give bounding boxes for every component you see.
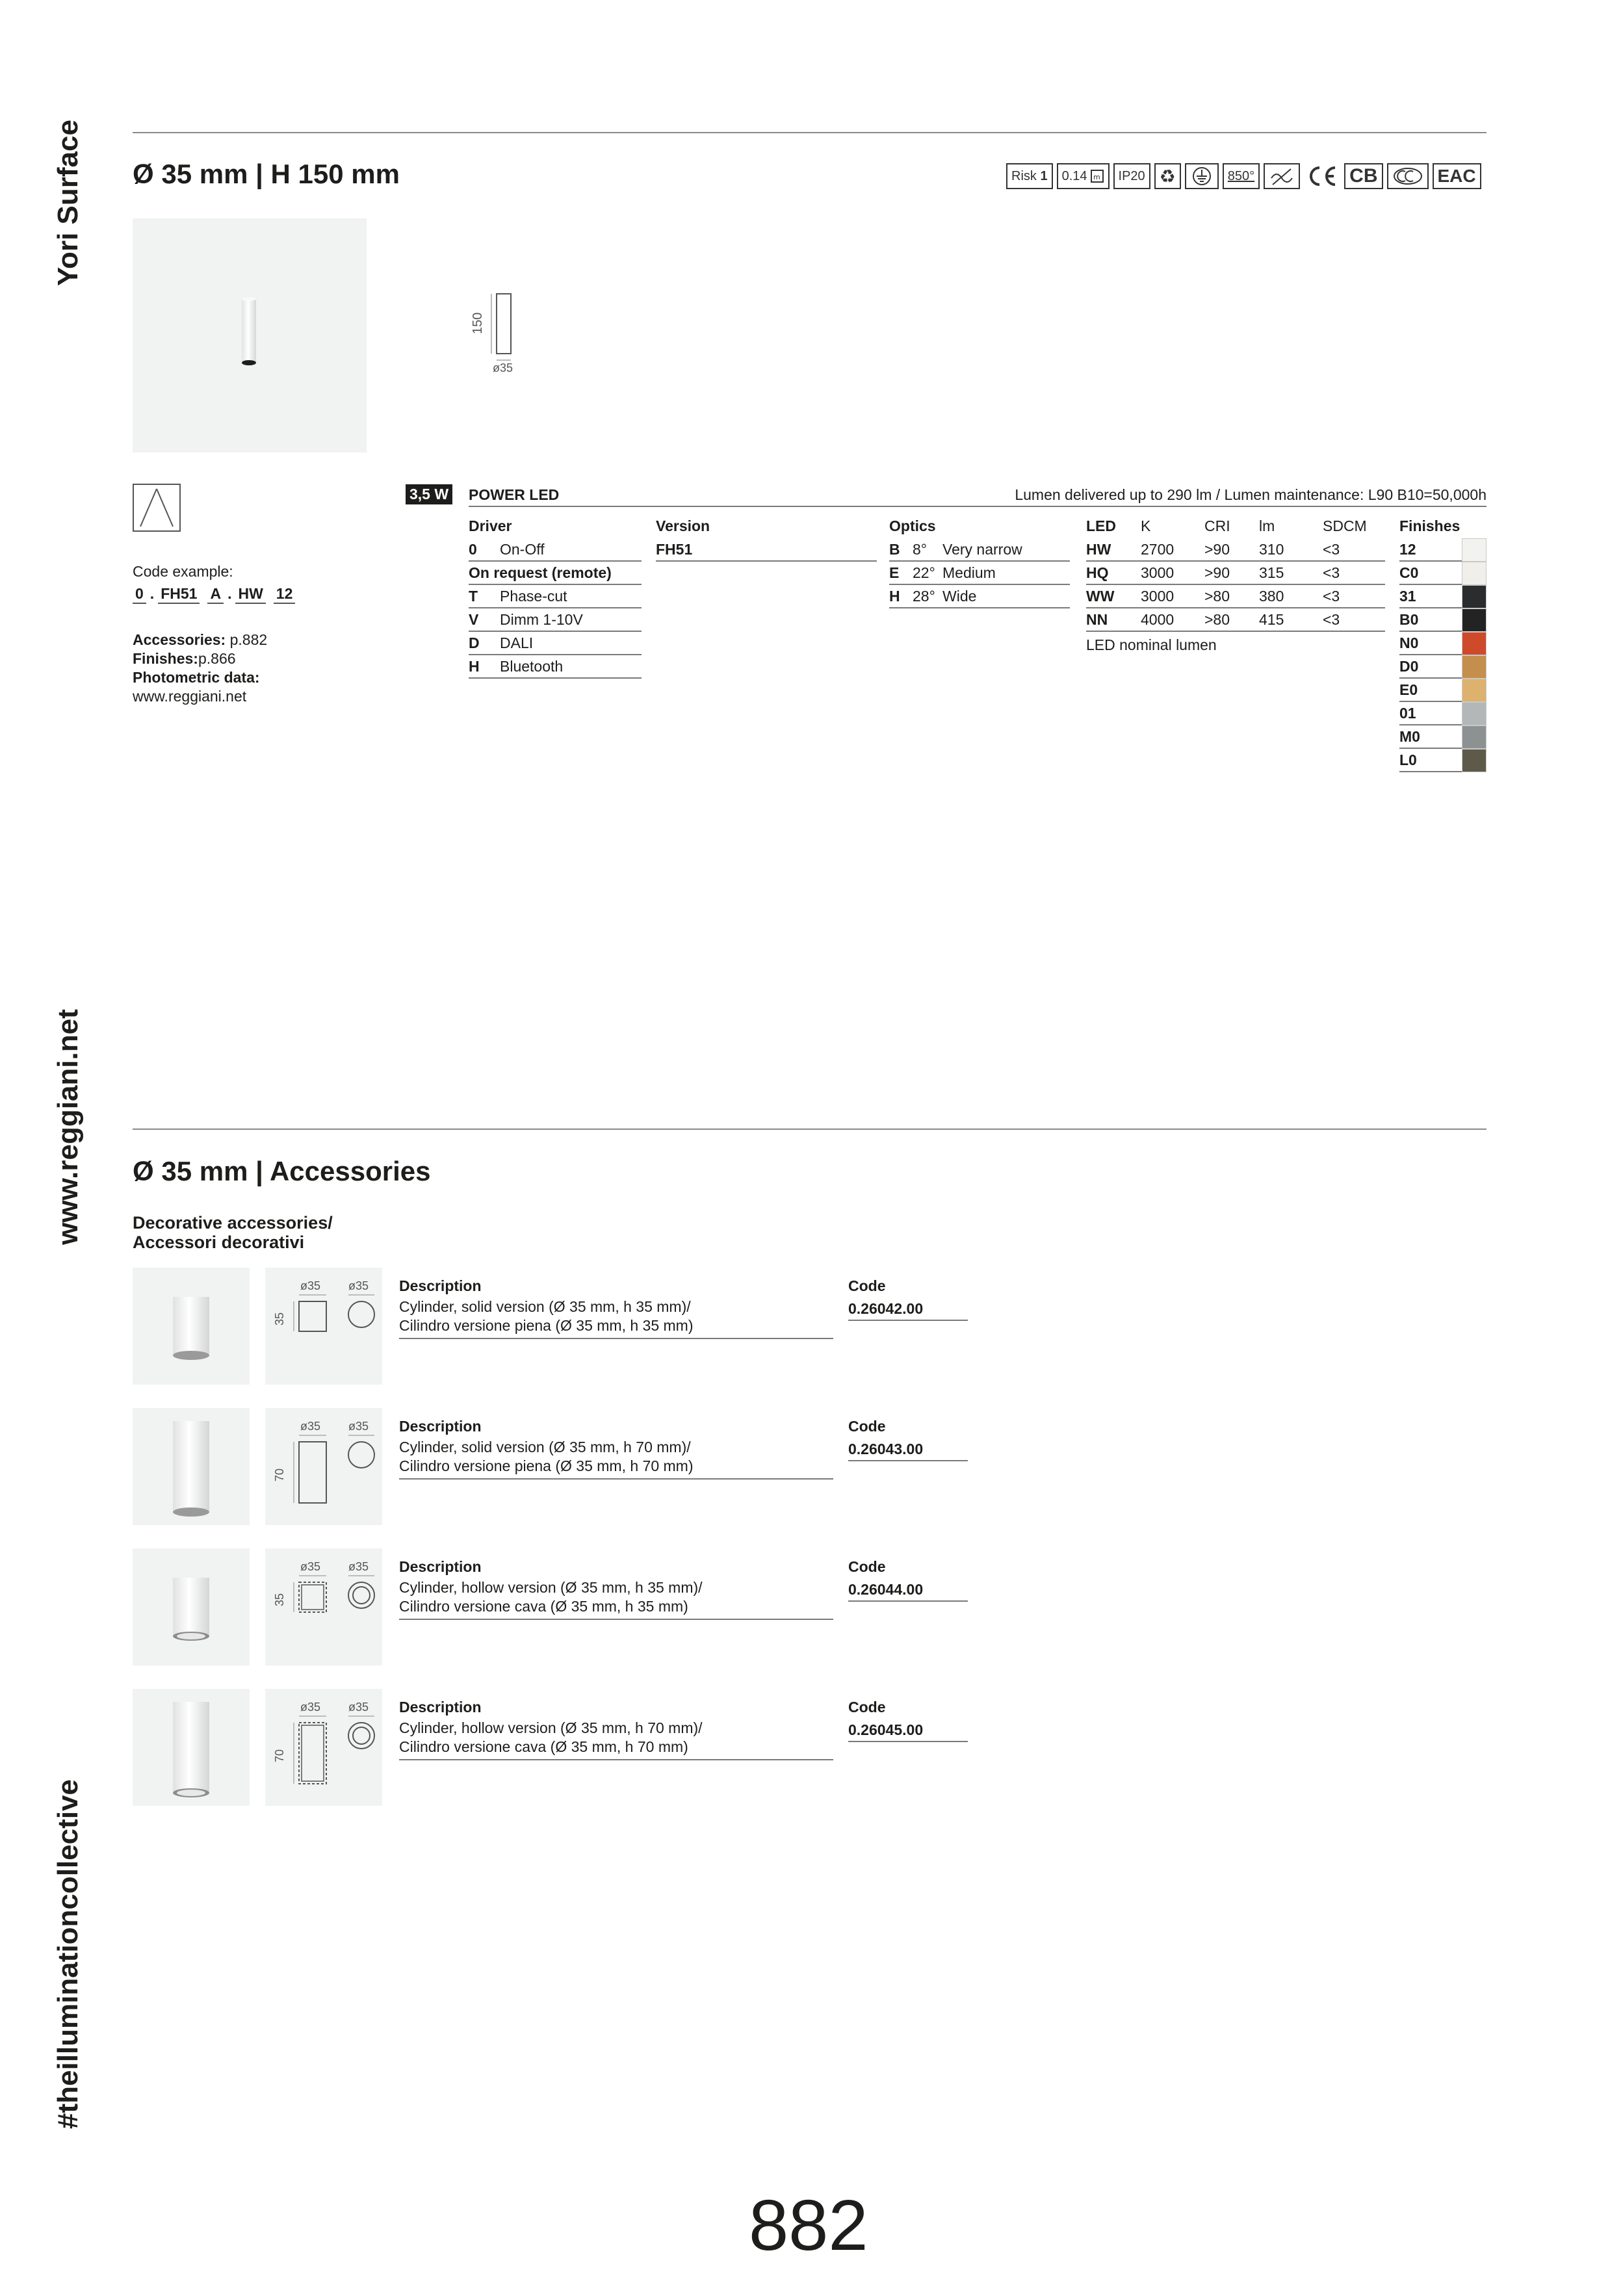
finish-code: 12 [1399, 540, 1416, 558]
finish-swatch [1462, 749, 1487, 772]
description-line2: Cilindro versione cava (Ø 35 mm, h 35 mm) [399, 1598, 688, 1615]
accessories-page-link[interactable]: p.882 [229, 631, 268, 648]
version-header: Version [656, 517, 710, 534]
code-spacer [266, 585, 274, 604]
optics-row [889, 562, 1070, 585]
certification-strip [1006, 163, 1481, 189]
accessory-code [848, 1274, 968, 1321]
accessories-subtitle [133, 1213, 333, 1252]
driver-label: Phase-cut [500, 587, 567, 605]
no-insulation-icon [1264, 163, 1300, 189]
ce-mark-icon [1304, 163, 1340, 189]
led-k: 4000 [1141, 610, 1175, 628]
optics-code: B [889, 540, 900, 558]
finishes-header: Finishes [1399, 517, 1461, 534]
side-website[interactable]: www.reggiani.net [52, 1009, 84, 1245]
optics-angle: 8° [913, 540, 927, 558]
led-code: HW [1086, 540, 1111, 558]
driver-row [469, 608, 642, 632]
description-line1: Cylinder, solid version (Ø 35 mm, h 70 mm)/ [399, 1439, 691, 1455]
accessory-image [133, 1408, 250, 1525]
driver-row [469, 632, 642, 655]
driver-code: D [469, 634, 480, 651]
version-row [656, 538, 877, 562]
code-example-label: Code example: [133, 563, 233, 580]
power-badge: 3,5 W [406, 484, 452, 504]
optics-angle: 22° [913, 564, 935, 581]
led-row [1086, 585, 1385, 608]
accessory-description [399, 1415, 833, 1480]
finish-swatch [1462, 655, 1487, 679]
led-sdcm: <3 [1323, 540, 1340, 558]
led-row [1086, 562, 1385, 585]
m-value-badge [1057, 163, 1110, 189]
finish-swatch [1462, 585, 1487, 608]
finishes-table [1399, 514, 1487, 772]
finishes-label: Finishes: [133, 650, 198, 667]
led-note: LED nominal lumen [1086, 636, 1217, 653]
risk-value: 1 [1040, 168, 1048, 183]
optics-code: E [889, 564, 900, 581]
accessory-drawing-dia-top: ø35 [348, 1420, 369, 1433]
accessory-drawing-height: 70 [273, 1749, 286, 1762]
accessory-code-value: 0.26042.00 [848, 1298, 968, 1321]
led-cri: >90 [1204, 540, 1230, 558]
code-part-driver: 0 [133, 585, 146, 604]
product-title: Ø 35 mm | H 150 mm [133, 159, 400, 189]
code-part-optic: A [207, 585, 224, 604]
product-links [133, 631, 267, 706]
accessory-code-value: 0.26044.00 [848, 1578, 968, 1602]
accessory-drawing-dia-front: ø35 [300, 1279, 321, 1292]
code-part-version: FH51 [158, 585, 200, 604]
ip-badge: IP20 [1113, 163, 1150, 189]
led-table [1086, 514, 1385, 658]
side-product-name: Yori Surface [52, 120, 84, 286]
driver-code: V [469, 610, 479, 628]
driver-label: On-Off [500, 540, 545, 558]
driver-row [469, 538, 642, 562]
driver-code: 0 [469, 540, 477, 558]
finish-row [1399, 702, 1487, 725]
description-line1: Cylinder, hollow version (Ø 35 mm, h 35 mm)/ [399, 1579, 703, 1596]
m-icon [1090, 168, 1104, 184]
led-lm: 310 [1259, 540, 1284, 558]
optics-row [889, 538, 1070, 562]
power-rule [469, 506, 1487, 507]
finish-row [1399, 725, 1487, 749]
finish-row [1399, 562, 1487, 585]
description-header: Description [399, 1417, 482, 1435]
led-header-row [1086, 514, 1385, 538]
accessory-code [848, 1695, 968, 1742]
accessory-drawing-height: 35 [273, 1312, 286, 1325]
finish-code: D0 [1399, 657, 1419, 675]
accessory-drawing-dia-top: ø35 [348, 1701, 369, 1714]
led-cri: >80 [1204, 587, 1230, 605]
optics-label: Very narrow [942, 540, 1022, 558]
description-line1: Cylinder, hollow version (Ø 35 mm, h 70 mm)/ [399, 1719, 703, 1736]
page-number: 882 [749, 2185, 868, 2265]
product-image [133, 218, 367, 452]
optics-code: H [889, 587, 900, 605]
finish-code: L0 [1399, 751, 1417, 768]
code-header: Code [848, 1558, 886, 1575]
technical-drawing [467, 289, 519, 386]
code-part-finish: 12 [274, 585, 296, 604]
code-dot: . [227, 585, 232, 602]
beam-angle-icon [133, 484, 181, 535]
finish-swatch [1462, 562, 1487, 585]
code-header: Code [848, 1417, 886, 1435]
code-header: Code [848, 1277, 886, 1294]
finish-row [1399, 679, 1487, 702]
finish-code: N0 [1399, 634, 1419, 651]
optics-angle: 28° [913, 587, 935, 605]
accessory-image [133, 1548, 250, 1665]
driver-code: T [469, 587, 478, 605]
description-header: Description [399, 1558, 482, 1575]
led-k: 3000 [1141, 587, 1175, 605]
version-code: FH51 [656, 540, 693, 558]
power-title: POWER LED [469, 486, 560, 503]
code-spacer [200, 585, 207, 604]
led-header: LED [1086, 517, 1116, 534]
finish-swatch [1462, 725, 1487, 749]
finish-code: B0 [1399, 610, 1419, 628]
driver-code: H [469, 657, 480, 675]
sdcm-header: SDCM [1323, 517, 1367, 534]
finish-row [1399, 655, 1487, 679]
code-part-led: HW [235, 585, 265, 604]
product-lamp-render [133, 218, 367, 452]
drawing-diameter-label: ø35 [493, 361, 513, 374]
finish-swatch [1462, 632, 1487, 655]
led-row [1086, 608, 1385, 632]
k-header: K [1141, 517, 1151, 534]
accessory-drawing-dia-front: ø35 [300, 1560, 321, 1573]
led-sdcm: <3 [1323, 564, 1340, 581]
led-k: 2700 [1141, 540, 1175, 558]
code-header: Code [848, 1698, 886, 1715]
eac-badge: EAC [1433, 163, 1481, 189]
optics-header: Optics [889, 517, 936, 534]
drawing-height-label: 150 [471, 312, 485, 334]
photometric-link[interactable]: www.reggiani.net [133, 688, 247, 705]
driver-table [469, 514, 642, 679]
side-hashtag: #theilluminationcollective [52, 1779, 84, 2129]
finish-code: 31 [1399, 587, 1416, 605]
recycle-icon: ♻ [1154, 163, 1181, 189]
finish-swatch [1462, 702, 1487, 725]
accessory-drawing [265, 1548, 382, 1665]
finishes-page-link[interactable]: p.866 [198, 650, 236, 667]
code-dot: . [149, 585, 155, 602]
lm-header: lm [1259, 517, 1275, 534]
driver-row [469, 655, 642, 679]
description-line2: Cilindro versione piena (Ø 35 mm, h 70 mm) [399, 1457, 694, 1474]
driver-header: Driver [469, 517, 512, 534]
accessory-drawing-height: 35 [273, 1593, 286, 1606]
accessory-description [399, 1555, 833, 1620]
risk-badge [1006, 163, 1053, 189]
finish-swatch [1462, 538, 1487, 562]
accessory-drawing-dia-front: ø35 [300, 1701, 321, 1714]
code-example [133, 585, 295, 604]
finishes-rows [1399, 538, 1487, 772]
accessory-drawing-dia-top: ø35 [348, 1560, 369, 1573]
optics-label: Medium [942, 564, 996, 581]
m-value: 0.14 [1061, 168, 1087, 183]
risk-label: Risk [1011, 168, 1037, 183]
led-k: 3000 [1141, 564, 1175, 581]
accessory-drawing-dia-front: ø35 [300, 1420, 321, 1433]
led-lm: 415 [1259, 610, 1284, 628]
optics-row [889, 585, 1070, 608]
led-cri: >80 [1204, 610, 1230, 628]
accessory-drawing-dia-top: ø35 [348, 1279, 369, 1292]
cb-badge: CB [1344, 163, 1383, 189]
description-line1: Cylinder, solid version (Ø 35 mm, h 35 mm)/ [399, 1298, 691, 1315]
accessories-title: Ø 35 mm | Accessories [133, 1156, 431, 1186]
led-code: NN [1086, 610, 1108, 628]
accessories-rule [133, 1128, 1487, 1130]
led-cri: >90 [1204, 564, 1230, 581]
photometric-label: Photometric data: [133, 669, 260, 686]
accessory-drawing-height: 70 [273, 1468, 286, 1481]
accessory-image [133, 1268, 250, 1385]
cri-header: CRI [1204, 517, 1230, 534]
led-row [1086, 538, 1385, 562]
accessory-code-value: 0.26043.00 [848, 1438, 968, 1461]
accessories-subtitle-line2: Accessori decorativi [133, 1233, 305, 1252]
driver-label: Dimm 1-10V [500, 610, 583, 628]
description-header: Description [399, 1277, 482, 1294]
finish-code: 01 [1399, 704, 1416, 722]
finish-swatch [1462, 608, 1487, 632]
optics-label: Wide [942, 587, 977, 605]
driver-label: DALI [500, 634, 534, 651]
finish-code: M0 [1399, 727, 1420, 745]
led-code: HQ [1086, 564, 1109, 581]
accessories-subtitle-line1: Decorative accessories/ [133, 1213, 333, 1233]
led-lm: 315 [1259, 564, 1284, 581]
led-lm: 380 [1259, 587, 1284, 605]
accessory-drawing [265, 1689, 382, 1806]
description-header: Description [399, 1698, 482, 1715]
driver-row [469, 562, 642, 585]
accessory-image [133, 1689, 250, 1806]
driver-row [469, 585, 642, 608]
version-table [656, 514, 877, 562]
finish-row [1399, 608, 1487, 632]
accessory-description [399, 1274, 833, 1339]
driver-label: On request (remote) [469, 564, 612, 581]
driver-label: Bluetooth [500, 657, 564, 675]
svg-text:m: m [1093, 173, 1100, 181]
accessory-drawing [265, 1408, 382, 1525]
led-sdcm: <3 [1323, 610, 1340, 628]
enec-icon [1387, 163, 1429, 189]
finish-row [1399, 749, 1487, 772]
accessory-code-value: 0.26045.00 [848, 1719, 968, 1742]
accessory-code [848, 1555, 968, 1602]
accessory-code [848, 1415, 968, 1461]
led-sdcm: <3 [1323, 587, 1340, 605]
finish-swatch [1462, 679, 1487, 702]
description-line2: Cilindro versione cava (Ø 35 mm, h 70 mm) [399, 1738, 688, 1755]
top-rule [133, 132, 1487, 133]
finish-row [1399, 538, 1487, 562]
class-ii-icon [1185, 163, 1219, 189]
optics-table [889, 514, 1070, 608]
finish-row [1399, 585, 1487, 608]
finish-code: E0 [1399, 681, 1418, 698]
accessories-label: Accessories: [133, 631, 226, 648]
glow-wire-badge: 850° [1223, 163, 1260, 189]
finish-code: C0 [1399, 564, 1419, 581]
accessory-drawing [265, 1268, 382, 1385]
finish-row [1399, 632, 1487, 655]
description-line2: Cilindro versione piena (Ø 35 mm, h 35 mm) [399, 1317, 694, 1334]
lumen-note: Lumen delivered up to 290 lm / Lumen maintenance: L90 B10=50,000h [1015, 486, 1487, 503]
accessory-description [399, 1695, 833, 1760]
led-code: WW [1086, 587, 1115, 605]
